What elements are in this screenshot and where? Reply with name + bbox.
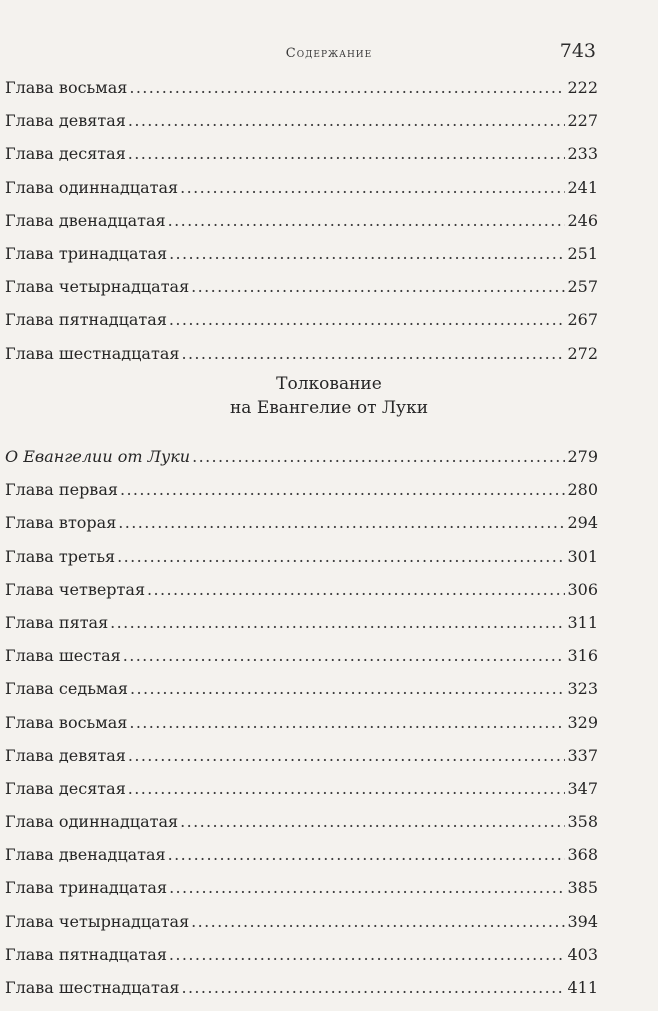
toc-entry-label: Глава восьмая bbox=[5, 712, 128, 732]
toc-entry-page: 301 bbox=[567, 546, 598, 566]
toc-entry-label: Глава тринадцатая bbox=[5, 243, 168, 263]
toc-entry-label: Глава пятая bbox=[5, 612, 109, 632]
dot-leader bbox=[128, 746, 566, 765]
dot-leader bbox=[128, 779, 566, 798]
toc-entry-page: 267 bbox=[567, 310, 598, 330]
toc-entry-label: Глава десятая bbox=[5, 144, 126, 164]
toc-entry bbox=[5, 912, 598, 945]
toc-entry-page: 257 bbox=[567, 277, 598, 297]
toc-entry bbox=[5, 978, 598, 1011]
toc-entry bbox=[5, 178, 598, 211]
toc-entry-page: 337 bbox=[567, 745, 598, 765]
toc-entry bbox=[5, 812, 598, 845]
section-heading-line-2: на Евангелие от Луки bbox=[229, 398, 429, 418]
dot-leader bbox=[168, 845, 566, 864]
dot-leader bbox=[110, 613, 565, 632]
toc-entry-label: О Евангелии от Луки bbox=[5, 447, 191, 466]
dot-leader bbox=[169, 945, 566, 964]
dot-leader bbox=[123, 646, 566, 665]
section-heading-line-1: Толкование bbox=[276, 374, 382, 394]
dot-leader bbox=[180, 178, 565, 197]
toc-entry-page: 347 bbox=[567, 778, 598, 798]
toc-entry-label: Глава пятнадцатая bbox=[5, 310, 167, 330]
toc-entry-label: Глава шестая bbox=[5, 646, 121, 666]
dot-leader bbox=[128, 144, 566, 163]
toc-entry bbox=[5, 878, 598, 911]
toc-entry bbox=[5, 480, 598, 513]
dot-leader bbox=[191, 912, 565, 931]
dot-leader bbox=[129, 713, 565, 732]
dot-leader bbox=[129, 78, 565, 97]
toc-entry-page: 329 bbox=[567, 712, 598, 732]
toc-entry bbox=[5, 613, 598, 646]
toc-entry bbox=[5, 845, 598, 878]
dot-leader bbox=[117, 547, 565, 566]
toc-entry-page: 227 bbox=[567, 111, 598, 131]
toc-entry-page: 294 bbox=[567, 513, 598, 533]
toc-entry-page: 394 bbox=[567, 911, 598, 931]
dot-leader bbox=[118, 513, 565, 532]
toc-entry bbox=[5, 111, 598, 144]
dot-leader bbox=[169, 878, 565, 897]
dot-leader bbox=[168, 211, 566, 230]
toc-entry-page: 246 bbox=[567, 210, 598, 230]
toc-entry-label: Глава двенадцатая bbox=[5, 210, 166, 230]
dot-leader bbox=[128, 111, 566, 130]
toc-entry bbox=[5, 78, 598, 111]
toc-entry bbox=[5, 679, 598, 712]
toc-entry bbox=[5, 447, 598, 480]
toc-entry bbox=[5, 646, 598, 679]
toc-entry bbox=[5, 277, 598, 310]
toc-entry-label: Глава девятая bbox=[5, 111, 126, 131]
toc-entry-label: Глава одиннадцатая bbox=[5, 812, 179, 832]
toc-entry bbox=[5, 580, 598, 613]
toc-entry-page: 411 bbox=[567, 978, 598, 997]
toc-list-part-2 bbox=[5, 447, 598, 1011]
toc-entry-label: Глава третья bbox=[5, 546, 116, 566]
toc-entry bbox=[5, 713, 598, 746]
toc-entry-page: 279 bbox=[567, 447, 598, 466]
running-head bbox=[0, 40, 658, 66]
toc-entry-page: 233 bbox=[567, 144, 598, 164]
toc-entry-page: 316 bbox=[567, 646, 598, 666]
toc-entry bbox=[5, 211, 598, 244]
toc-entry bbox=[5, 779, 598, 812]
toc-entry bbox=[5, 945, 598, 978]
toc-entry-label: Глава тринадцатая bbox=[5, 878, 168, 898]
toc-entry-label: Глава вторая bbox=[5, 513, 117, 533]
toc-entry-page: 385 bbox=[567, 878, 598, 898]
toc-entry-label: Глава первая bbox=[5, 480, 118, 500]
dot-leader bbox=[181, 344, 565, 363]
toc-entry bbox=[5, 547, 598, 580]
toc-entry-page: 241 bbox=[567, 177, 598, 197]
toc-entry-page: 368 bbox=[567, 845, 598, 865]
dot-leader bbox=[180, 812, 565, 831]
dot-leader bbox=[191, 277, 565, 296]
dot-leader bbox=[192, 447, 565, 466]
dot-leader bbox=[120, 480, 566, 499]
toc-entry-label: Глава двенадцатая bbox=[5, 845, 166, 865]
toc-entry-page: 323 bbox=[567, 679, 598, 699]
toc-entry-page: 311 bbox=[567, 612, 598, 632]
page-number: 743 bbox=[559, 40, 596, 62]
toc-entry bbox=[5, 144, 598, 177]
toc-list-part-1 bbox=[5, 78, 598, 377]
toc-entry-label: Глава четырнадцатая bbox=[5, 911, 190, 931]
toc-entry bbox=[5, 746, 598, 779]
toc-entry bbox=[5, 513, 598, 546]
toc-entry-page: 403 bbox=[567, 944, 598, 964]
toc-entry-label: Глава пятнадцатая bbox=[5, 944, 167, 964]
toc-entry-label: Глава одиннадцатая bbox=[5, 177, 179, 197]
toc-entry bbox=[5, 310, 598, 343]
running-head-title: Содержание bbox=[285, 46, 373, 61]
toc-entry-label: Глава восьмая bbox=[5, 78, 128, 97]
toc-entry-page: 280 bbox=[567, 480, 598, 500]
toc-entry-label: Глава шестнадцатая bbox=[5, 978, 180, 997]
toc-entry-label: Глава седьмая bbox=[5, 679, 128, 699]
toc-entry-page: 358 bbox=[567, 812, 598, 832]
toc-entry-page: 251 bbox=[567, 243, 598, 263]
toc-entry-page: 272 bbox=[567, 343, 598, 363]
toc-entry bbox=[5, 244, 598, 277]
dot-leader bbox=[169, 244, 565, 263]
toc-entry-label: Глава четырнадцатая bbox=[5, 277, 190, 297]
dot-leader bbox=[181, 978, 565, 997]
dot-leader bbox=[169, 310, 566, 329]
toc-entry-label: Глава шестнадцатая bbox=[5, 343, 180, 363]
section-heading bbox=[0, 372, 658, 420]
toc-entry-page: 306 bbox=[567, 579, 598, 599]
dot-leader bbox=[130, 679, 565, 698]
dot-leader bbox=[147, 580, 565, 599]
toc-entry-label: Глава десятая bbox=[5, 778, 126, 798]
toc-entry-page: 222 bbox=[567, 78, 598, 97]
toc-entry-label: Глава девятая bbox=[5, 745, 126, 765]
toc-entry-label: Глава четвертая bbox=[5, 579, 146, 599]
